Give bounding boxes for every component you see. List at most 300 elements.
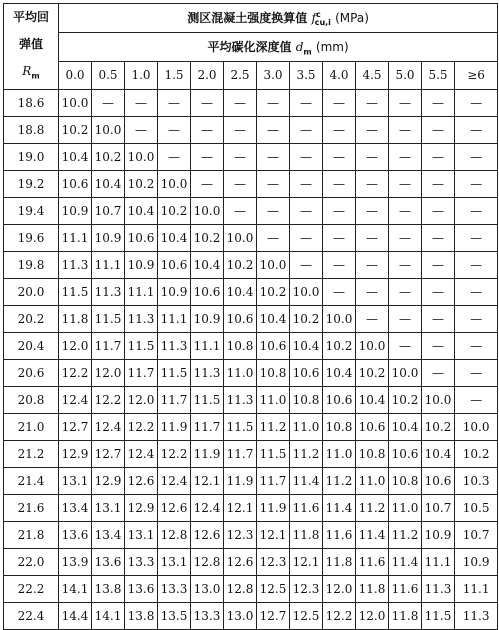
strength-value-cell: 10.6: [224, 306, 257, 333]
strength-value-cell: 12.6: [224, 549, 257, 576]
strength-value-cell: —: [224, 117, 257, 144]
depth-header: 2.0: [191, 61, 224, 90]
strength-value-cell: 11.5: [59, 279, 92, 306]
strength-title-cell: [59, 4, 498, 33]
strength-value-cell: 11.3: [59, 252, 92, 279]
strength-value-cell: 10.3: [455, 468, 498, 495]
strength-value-cell: 10.4: [323, 360, 356, 387]
strength-value-cell: —: [323, 198, 356, 225]
strength-value-cell: 12.0: [92, 360, 125, 387]
strength-value-cell: 11.7: [125, 360, 158, 387]
strength-value-cell: 10.9: [125, 252, 158, 279]
strength-value-cell: 10.2: [158, 198, 191, 225]
rm-value-cell: 19.0: [4, 144, 59, 171]
depth-header-row: [4, 61, 498, 90]
strength-value-cell: 10.6: [158, 252, 191, 279]
strength-value-cell: 12.2: [92, 387, 125, 414]
strength-value-cell: —: [323, 225, 356, 252]
carbon-symbol: d: [295, 39, 304, 54]
strength-value-cell: 11.1: [158, 306, 191, 333]
strength-value-cell: 12.6: [158, 495, 191, 522]
header-row-2: [4, 32, 498, 61]
strength-value-cell: 11.0: [323, 441, 356, 468]
strength-value-cell: 12.9: [125, 495, 158, 522]
table-row: [4, 522, 498, 549]
strength-value-cell: 12.6: [191, 522, 224, 549]
strength-value-cell: 11.5: [257, 441, 290, 468]
strength-value-cell: 12.2: [59, 360, 92, 387]
strength-value-cell: —: [455, 279, 498, 306]
strength-value-cell: 13.0: [224, 603, 257, 630]
rm-value-cell: 19.8: [4, 252, 59, 279]
strength-value-cell: 13.3: [191, 603, 224, 630]
strength-value-cell: 11.1: [59, 225, 92, 252]
strength-value-cell: 12.4: [59, 387, 92, 414]
strength-value-cell: 11.9: [158, 414, 191, 441]
strength-value-cell: 11.8: [389, 603, 422, 630]
strength-value-cell: 14.4: [59, 603, 92, 630]
strength-unit: (MPa): [335, 10, 369, 25]
carbon-title-text: 平均碳化深度值: [207, 39, 292, 54]
rm-symbol: R: [22, 64, 32, 78]
strength-value-cell: —: [455, 171, 498, 198]
strength-value-cell: 11.3: [455, 603, 498, 630]
table-row: [4, 360, 498, 387]
strength-value-cell: —: [422, 171, 455, 198]
strength-value-cell: 11.0: [389, 495, 422, 522]
table-row: [4, 198, 498, 225]
strength-value-cell: —: [356, 144, 389, 171]
strength-value-cell: 10.8: [389, 468, 422, 495]
strength-value-cell: —: [422, 360, 455, 387]
rm-header-cell: [4, 4, 59, 90]
strength-value-cell: —: [356, 252, 389, 279]
rm-value-cell: 21.4: [4, 468, 59, 495]
strength-value-cell: 10.0: [158, 171, 191, 198]
strength-value-cell: —: [257, 117, 290, 144]
strength-value-cell: 11.8: [323, 549, 356, 576]
strength-value-cell: —: [422, 117, 455, 144]
strength-value-cell: —: [356, 90, 389, 117]
strength-value-cell: 11.3: [92, 279, 125, 306]
strength-value-cell: —: [257, 90, 290, 117]
depth-header: ≥6: [455, 61, 498, 90]
strength-value-cell: 11.9: [224, 468, 257, 495]
strength-value-cell: —: [356, 306, 389, 333]
strength-value-cell: 11.1: [125, 279, 158, 306]
carbon-symbol-sub: m: [303, 46, 312, 56]
strength-value-cell: —: [455, 225, 498, 252]
strength-value-cell: 12.2: [158, 441, 191, 468]
strength-value-cell: —: [422, 333, 455, 360]
strength-value-cell: 11.0: [224, 360, 257, 387]
strength-value-cell: 10.6: [257, 333, 290, 360]
strength-value-cell: 11.1: [191, 333, 224, 360]
strength-value-cell: —: [323, 117, 356, 144]
carbon-unit: (mm): [315, 39, 349, 54]
strength-value-cell: 14.1: [59, 576, 92, 603]
table-row: [4, 333, 498, 360]
strength-value-cell: 10.9: [191, 306, 224, 333]
strength-value-cell: —: [455, 387, 498, 414]
strength-value-cell: 10.0: [389, 360, 422, 387]
rm-value-cell: 18.6: [4, 90, 59, 117]
strength-value-cell: 12.7: [257, 603, 290, 630]
strength-value-cell: —: [389, 90, 422, 117]
strength-value-cell: 10.8: [356, 441, 389, 468]
strength-value-cell: 12.3: [224, 522, 257, 549]
rm-value-cell: 22.2: [4, 576, 59, 603]
strength-value-cell: 10.9: [455, 549, 498, 576]
strength-value-cell: —: [422, 144, 455, 171]
strength-value-cell: 12.4: [125, 441, 158, 468]
strength-value-cell: 10.7: [422, 495, 455, 522]
strength-value-cell: 12.0: [356, 603, 389, 630]
strength-value-cell: 12.1: [257, 522, 290, 549]
strength-value-cell: —: [158, 144, 191, 171]
strength-value-cell: 12.8: [224, 576, 257, 603]
strength-value-cell: 10.4: [158, 225, 191, 252]
strength-value-cell: 11.5: [125, 333, 158, 360]
strength-value-cell: 10.4: [356, 387, 389, 414]
strength-value-cell: 12.8: [158, 522, 191, 549]
strength-value-cell: —: [191, 171, 224, 198]
strength-value-cell: —: [323, 252, 356, 279]
rm-value-cell: 22.4: [4, 603, 59, 630]
strength-value-cell: 10.9: [92, 225, 125, 252]
strength-value-cell: —: [356, 279, 389, 306]
strength-value-cell: 10.6: [356, 414, 389, 441]
strength-value-cell: 11.6: [389, 576, 422, 603]
table-row: [4, 144, 498, 171]
strength-value-cell: —: [422, 90, 455, 117]
strength-value-cell: 11.7: [224, 441, 257, 468]
strength-value-cell: 13.0: [191, 576, 224, 603]
strength-value-cell: —: [224, 198, 257, 225]
strength-value-cell: —: [422, 252, 455, 279]
strength-value-cell: 10.6: [389, 441, 422, 468]
strength-value-cell: 10.2: [224, 252, 257, 279]
strength-value-cell: 11.4: [290, 468, 323, 495]
depth-header: 5.5: [422, 61, 455, 90]
strength-value-cell: 11.5: [191, 387, 224, 414]
strength-symbol-sub: cu,i: [314, 18, 331, 28]
strength-value-cell: 11.1: [455, 576, 498, 603]
strength-value-cell: 10.8: [257, 360, 290, 387]
strength-value-cell: 10.0: [92, 117, 125, 144]
rm-value-cell: 22.0: [4, 549, 59, 576]
strength-value-cell: 13.1: [92, 495, 125, 522]
strength-value-cell: 11.3: [422, 576, 455, 603]
table-row: [4, 576, 498, 603]
strength-value-cell: —: [455, 144, 498, 171]
rm-value-cell: 21.0: [4, 414, 59, 441]
strength-value-cell: —: [356, 225, 389, 252]
strength-value-cell: 10.4: [389, 414, 422, 441]
strength-value-cell: 12.0: [323, 576, 356, 603]
rm-header-symbol-line: [4, 58, 58, 89]
strength-value-cell: 10.6: [422, 468, 455, 495]
strength-value-cell: 10.4: [257, 306, 290, 333]
strength-value-cell: 12.0: [125, 387, 158, 414]
strength-value-cell: 10.9: [422, 522, 455, 549]
strength-value-cell: —: [356, 171, 389, 198]
strength-value-cell: —: [191, 144, 224, 171]
strength-value-cell: —: [125, 90, 158, 117]
strength-value-cell: 10.6: [59, 171, 92, 198]
rm-value-cell: 21.2: [4, 441, 59, 468]
strength-value-cell: 11.3: [224, 387, 257, 414]
strength-value-cell: 13.5: [158, 603, 191, 630]
strength-value-cell: —: [257, 171, 290, 198]
table-body: [4, 90, 498, 630]
strength-value-cell: 11.2: [389, 522, 422, 549]
strength-value-cell: —: [158, 90, 191, 117]
strength-value-cell: —: [389, 252, 422, 279]
strength-value-cell: 10.0: [224, 225, 257, 252]
strength-value-cell: 11.3: [158, 333, 191, 360]
strength-value-cell: —: [191, 90, 224, 117]
strength-value-cell: —: [422, 198, 455, 225]
strength-value-cell: 13.3: [158, 576, 191, 603]
strength-value-cell: 11.2: [323, 468, 356, 495]
strength-value-cell: 10.8: [290, 387, 323, 414]
strength-value-cell: —: [257, 144, 290, 171]
strength-symbol-sup: c: [315, 9, 321, 19]
strength-value-cell: 10.7: [92, 198, 125, 225]
strength-value-cell: 13.8: [125, 603, 158, 630]
strength-value-cell: 12.7: [59, 414, 92, 441]
strength-value-cell: —: [323, 171, 356, 198]
strength-value-cell: —: [422, 306, 455, 333]
depth-header: 5.0: [389, 61, 422, 90]
strength-value-cell: —: [455, 117, 498, 144]
strength-value-cell: 13.4: [59, 495, 92, 522]
strength-value-cell: 10.2: [389, 387, 422, 414]
strength-value-cell: 11.5: [224, 414, 257, 441]
depth-header: 1.0: [125, 61, 158, 90]
strength-value-cell: 10.0: [125, 144, 158, 171]
strength-value-cell: —: [356, 198, 389, 225]
table-row: [4, 441, 498, 468]
strength-value-cell: 10.7: [455, 522, 498, 549]
strength-value-cell: 11.5: [158, 360, 191, 387]
strength-value-cell: —: [323, 279, 356, 306]
strength-value-cell: 12.2: [125, 414, 158, 441]
strength-value-cell: —: [422, 279, 455, 306]
strength-value-cell: 10.4: [191, 252, 224, 279]
rm-value-cell: 20.4: [4, 333, 59, 360]
strength-value-cell: 10.0: [290, 279, 323, 306]
strength-value-cell: —: [92, 90, 125, 117]
strength-value-cell: 10.0: [422, 387, 455, 414]
strength-value-cell: 11.8: [59, 306, 92, 333]
strength-value-cell: 10.4: [224, 279, 257, 306]
strength-value-cell: 12.3: [257, 549, 290, 576]
strength-value-cell: —: [356, 117, 389, 144]
strength-value-cell: 11.2: [290, 441, 323, 468]
strength-value-cell: 10.0: [356, 333, 389, 360]
strength-value-cell: 10.6: [323, 387, 356, 414]
table-row: [4, 90, 498, 117]
depth-header: 4.0: [323, 61, 356, 90]
strength-value-cell: 12.6: [125, 468, 158, 495]
strength-value-cell: 12.9: [59, 441, 92, 468]
strength-value-cell: 11.9: [191, 441, 224, 468]
strength-value-cell: 12.0: [59, 333, 92, 360]
strength-value-cell: 10.0: [455, 414, 498, 441]
table-row: [4, 387, 498, 414]
strength-value-cell: 11.6: [356, 549, 389, 576]
strength-value-cell: 11.6: [323, 522, 356, 549]
depth-header: 4.5: [356, 61, 389, 90]
strength-value-cell: 12.2: [323, 603, 356, 630]
strength-value-cell: —: [422, 225, 455, 252]
table-row: [4, 225, 498, 252]
strength-value-cell: 11.3: [191, 360, 224, 387]
strength-value-cell: 10.2: [422, 414, 455, 441]
depth-header: 0.5: [92, 61, 125, 90]
strength-value-cell: 10.0: [59, 90, 92, 117]
strength-value-cell: —: [290, 117, 323, 144]
strength-value-cell: 11.0: [257, 387, 290, 414]
strength-value-cell: —: [224, 171, 257, 198]
strength-value-cell: —: [389, 333, 422, 360]
strength-value-cell: 12.5: [290, 603, 323, 630]
strength-value-cell: 11.7: [158, 387, 191, 414]
strength-value-cell: 13.1: [59, 468, 92, 495]
strength-value-cell: 13.6: [125, 576, 158, 603]
strength-value-cell: 11.4: [389, 549, 422, 576]
strength-value-cell: —: [125, 117, 158, 144]
strength-value-cell: 11.7: [92, 333, 125, 360]
depth-header: 3.5: [290, 61, 323, 90]
strength-value-cell: 11.0: [290, 414, 323, 441]
strength-value-cell: 10.4: [92, 171, 125, 198]
table-row: [4, 279, 498, 306]
strength-value-cell: 12.1: [191, 468, 224, 495]
strength-value-cell: —: [389, 144, 422, 171]
strength-value-cell: 13.9: [59, 549, 92, 576]
strength-title-text: 测区混凝土强度换算值: [187, 10, 308, 25]
strength-value-cell: 13.6: [59, 522, 92, 549]
strength-value-cell: 11.7: [257, 468, 290, 495]
strength-value-cell: 11.5: [422, 603, 455, 630]
strength-value-cell: 12.7: [92, 441, 125, 468]
strength-value-cell: 11.6: [290, 495, 323, 522]
strength-value-cell: —: [389, 198, 422, 225]
rm-value-cell: 21.6: [4, 495, 59, 522]
strength-value-cell: —: [389, 306, 422, 333]
strength-value-cell: —: [455, 252, 498, 279]
header-row-1: [4, 4, 498, 33]
strength-value-cell: 10.6: [125, 225, 158, 252]
strength-value-cell: 11.2: [257, 414, 290, 441]
strength-value-cell: 10.2: [92, 144, 125, 171]
strength-value-cell: —: [224, 144, 257, 171]
strength-value-cell: 10.2: [290, 306, 323, 333]
strength-value-cell: —: [191, 117, 224, 144]
strength-value-cell: —: [389, 279, 422, 306]
strength-value-cell: —: [323, 144, 356, 171]
table-row: [4, 495, 498, 522]
strength-value-cell: 12.3: [290, 576, 323, 603]
table-row: [4, 414, 498, 441]
strength-value-cell: —: [389, 171, 422, 198]
strength-value-cell: 10.8: [323, 414, 356, 441]
strength-value-cell: —: [455, 90, 498, 117]
table-row: [4, 171, 498, 198]
strength-value-cell: 11.2: [356, 495, 389, 522]
strength-value-cell: —: [455, 306, 498, 333]
strength-value-cell: 10.2: [59, 117, 92, 144]
strength-value-cell: 10.4: [59, 144, 92, 171]
strength-value-cell: 11.4: [323, 495, 356, 522]
strength-value-cell: 11.7: [191, 414, 224, 441]
table-row: [4, 252, 498, 279]
strength-value-cell: 10.4: [290, 333, 323, 360]
strength-value-cell: 12.4: [92, 414, 125, 441]
strength-value-cell: 14.1: [92, 603, 125, 630]
strength-value-cell: 10.2: [356, 360, 389, 387]
table-row: [4, 468, 498, 495]
strength-value-cell: 10.2: [257, 279, 290, 306]
strength-value-cell: 11.1: [92, 252, 125, 279]
strength-value-cell: 13.4: [92, 522, 125, 549]
strength-value-cell: —: [290, 225, 323, 252]
strength-value-cell: 11.3: [125, 306, 158, 333]
strength-value-cell: —: [455, 198, 498, 225]
rm-value-cell: 20.6: [4, 360, 59, 387]
table-row: [4, 549, 498, 576]
strength-value-cell: —: [455, 333, 498, 360]
strength-conversion-table: [3, 3, 498, 630]
strength-value-cell: 13.1: [158, 549, 191, 576]
strength-value-cell: —: [290, 198, 323, 225]
depth-header: 0.0: [59, 61, 92, 90]
strength-value-cell: 10.0: [191, 198, 224, 225]
rm-value-cell: 20.0: [4, 279, 59, 306]
strength-value-cell: 13.6: [92, 549, 125, 576]
strength-value-cell: 12.4: [191, 495, 224, 522]
rm-value-cell: 20.2: [4, 306, 59, 333]
depth-header: 2.5: [224, 61, 257, 90]
strength-value-cell: 10.9: [158, 279, 191, 306]
carbon-title-cell: [59, 32, 498, 61]
rm-header-line2: 弹值: [18, 37, 43, 51]
strength-value-cell: 12.1: [290, 549, 323, 576]
strength-value-cell: 12.4: [158, 468, 191, 495]
strength-value-cell: 10.5: [455, 495, 498, 522]
strength-value-cell: 13.1: [125, 522, 158, 549]
rm-value-cell: 19.6: [4, 225, 59, 252]
strength-value-cell: —: [290, 171, 323, 198]
strength-value-cell: 10.6: [290, 360, 323, 387]
strength-value-cell: —: [290, 90, 323, 117]
strength-value-cell: 10.8: [224, 333, 257, 360]
strength-value-cell: 13.8: [92, 576, 125, 603]
strength-value-cell: —: [290, 252, 323, 279]
table-row: [4, 117, 498, 144]
strength-value-cell: —: [389, 117, 422, 144]
strength-value-cell: —: [257, 225, 290, 252]
rm-value-cell: 20.8: [4, 387, 59, 414]
strength-value-cell: 11.8: [290, 522, 323, 549]
strength-value-cell: 12.1: [224, 495, 257, 522]
strength-value-cell: 10.4: [125, 198, 158, 225]
strength-value-cell: 12.9: [92, 468, 125, 495]
strength-value-cell: 11.4: [356, 522, 389, 549]
